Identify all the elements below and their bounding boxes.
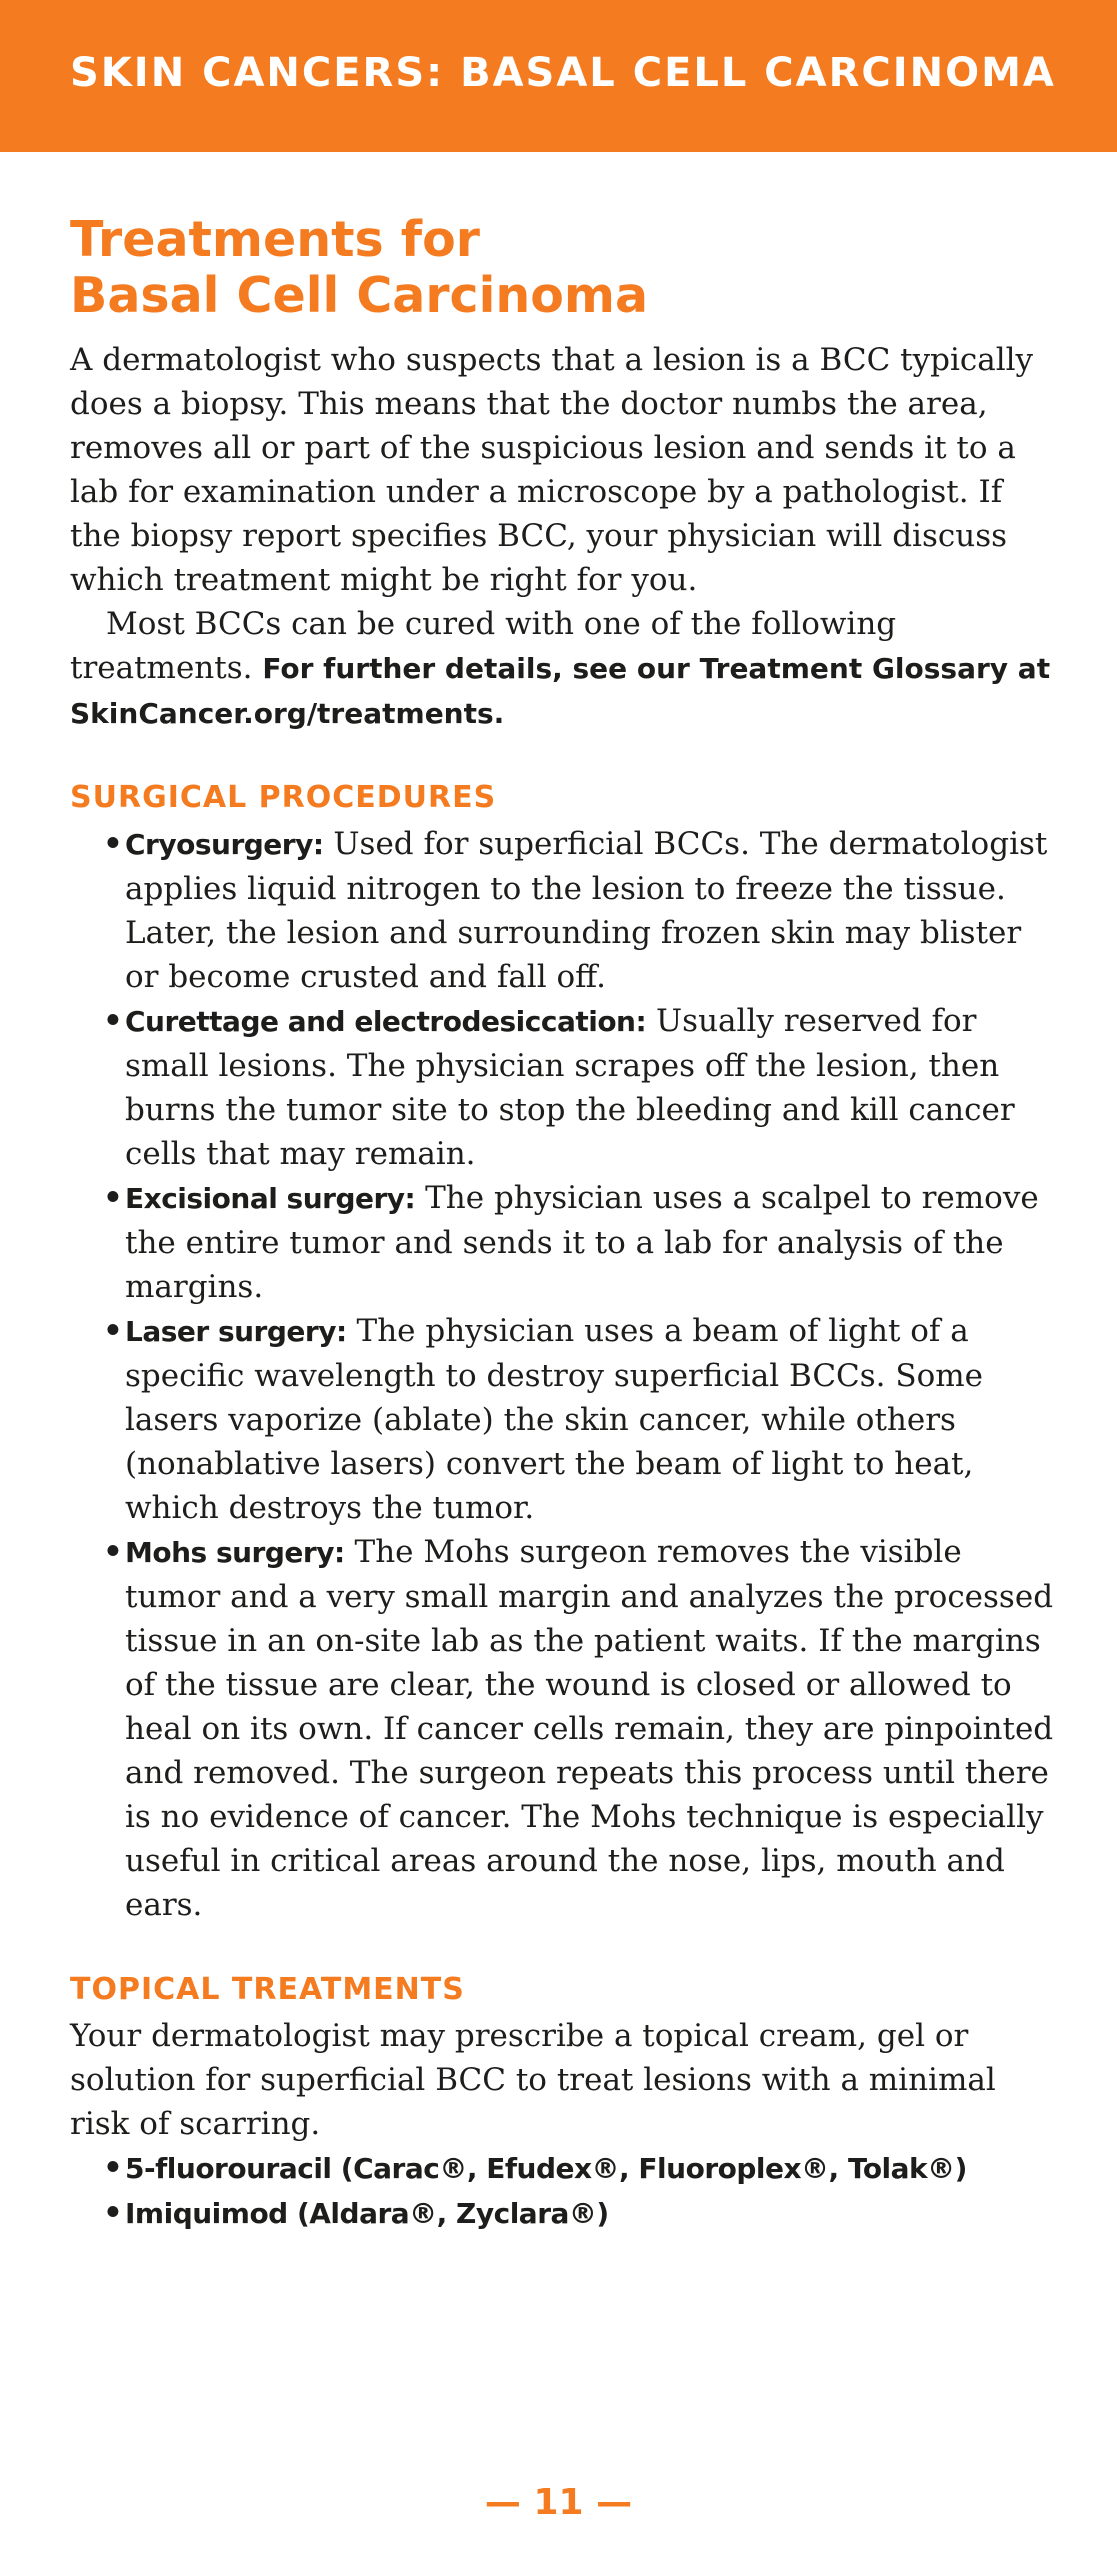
header-bar	[0, 0, 1117, 152]
surgical-procedures-list	[70, 822, 1060, 1927]
list-item	[70, 2191, 1060, 2236]
list-item	[70, 1309, 1060, 1530]
bullet-icon: •	[103, 1180, 123, 1216]
treatment-description: The physician uses a beam of light of a specific wavelength to destroy superficial BCCs. Some lasers vaporize (ablate) the skin cancer, while others (nonablative lasers) convert the beam of light to heat, which destroys the tumor.	[125, 1313, 984, 1526]
treatment-term: Cryosurgery:	[125, 828, 324, 861]
page-number: — 11 —	[484, 2482, 633, 2523]
intro-paragraph-2-text: Most BCCs can be cured with one of the following treatments.	[70, 606, 897, 686]
header-title: SKIN CANCERS: BASAL CELL CARCINOMA	[70, 50, 1056, 96]
page-title-line-1: Treatments for	[70, 211, 480, 268]
intro-paragraph: A dermatologist who suspects that a lesion is a BCC typically does a biopsy. This means that the doctor numbs the area, removes all or part of the suspicious lesion and sends it to a lab for examination under a microscope by a pathologist. If the biopsy report specifies BCC, your physician will discuss which treatment might be right for you.	[70, 342, 1034, 598]
topical-treatments-heading: TOPICAL TREATMENTS	[70, 1972, 465, 2007]
treatment-term: Laser surgery:	[125, 1315, 347, 1348]
bullet-icon: •	[103, 1313, 123, 1349]
bullet-icon: •	[103, 2195, 123, 2231]
surgical-procedures-heading: SURGICAL PROCEDURES	[70, 780, 497, 815]
list-item	[70, 999, 1060, 1176]
list-item	[70, 2146, 1060, 2191]
treatment-glossary-note: For further details, see our Treatment Glossary at SkinCancer.org/treatments.	[70, 652, 1051, 730]
list-item	[70, 1176, 1060, 1309]
treatment-description: The Mohs surgeon removes the visible tumor and a very small margin and analyzes the processed tissue in an on-site lab as the patient waits. If the margins of the tissue are clear, the wound is closed or allowed to heal on its own. If cancer cells remain, they are pinpointed and removed. The surgeon repeats this process until there is no evidence of cancer. The Mohs technique is especially useful in critical areas around the nose, lips, mouth and ears.	[125, 1534, 1054, 1923]
treatment-description: Usually reserved for small lesions. The physician scrapes off the lesion, then burns the tumor site to stop the bleeding and kill cancer cells that may remain.	[125, 1003, 1015, 1172]
treatment-term: Excisional surgery:	[125, 1182, 416, 1215]
intro-paragraph-2	[70, 602, 1060, 736]
bullet-icon: •	[103, 1534, 123, 1570]
page-title	[70, 212, 1050, 324]
treatment-description: The physician uses a scalpel to remove the entire tumor and sends it to a lab for analysis of the margins.	[125, 1180, 1039, 1305]
treatment-term: Mohs surgery:	[125, 1536, 345, 1569]
page-title-line-2: Basal Cell Carcinoma	[70, 267, 649, 324]
topical-intro: Your dermatologist may prescribe a topical cream, gel or solution for superficial BCC to treat lesions with a minimal risk of scarring.	[70, 2018, 996, 2142]
list-item	[70, 1530, 1060, 1927]
treatment-description: Used for superficial BCCs. The dermatologist applies liquid nitrogen to the lesion to freeze the tissue. Later, the lesion and surrounding frozen skin may blister or become crusted and fall off.	[125, 826, 1048, 995]
topical-treatments-list	[70, 2146, 1060, 2236]
list-item	[70, 822, 1060, 999]
topical-drug: Imiquimod (Aldara®, Zyclara®)	[125, 2197, 609, 2230]
bullet-icon: •	[103, 1003, 123, 1039]
bullet-icon: •	[103, 2150, 123, 2186]
bullet-icon: •	[103, 826, 123, 862]
treatment-term: Curettage and electrodesiccation:	[125, 1005, 647, 1038]
topical-drug: 5-fluorouracil (Carac®, Efudex®, Fluoroplex®, Tolak®)	[125, 2152, 967, 2185]
